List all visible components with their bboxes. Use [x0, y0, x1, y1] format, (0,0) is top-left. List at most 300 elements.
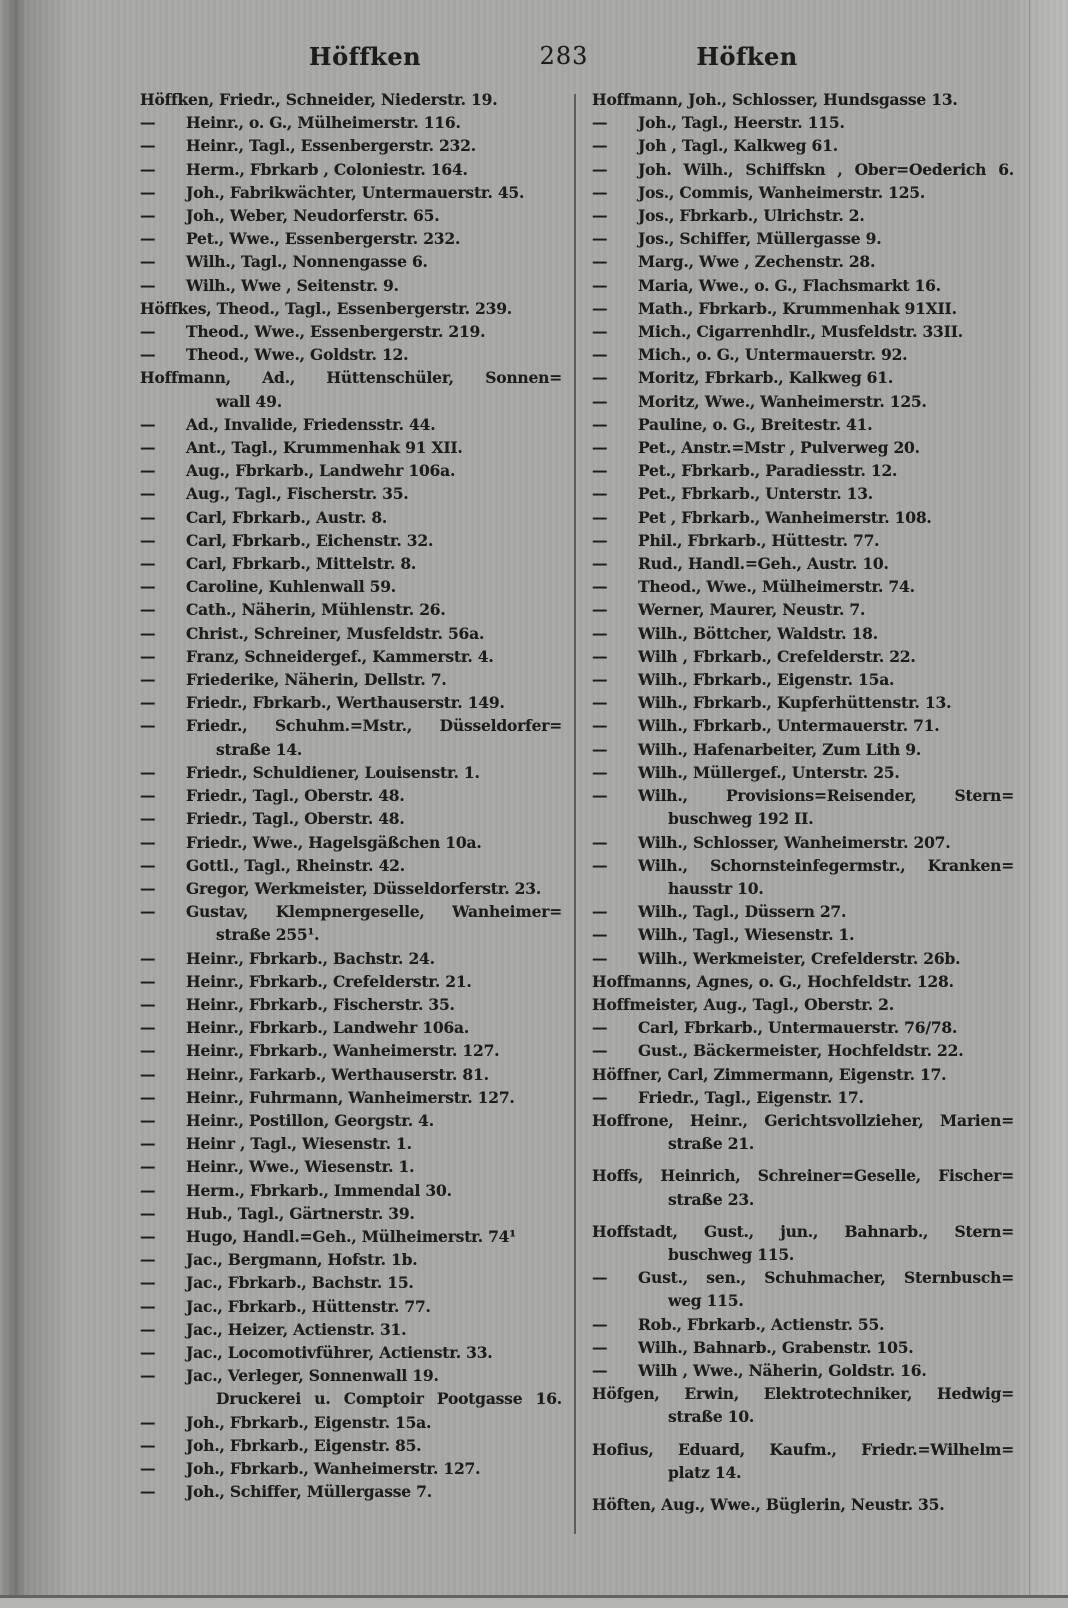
entry-text: Ad., Invalide, Friedensstr. 44. — [186, 414, 436, 434]
directory-entry-line — [140, 1411, 562, 1434]
directory-entry-line — [140, 877, 562, 900]
entry-text: Ant., Tagl., Krummenhak 91 XII. — [186, 438, 463, 458]
entry-continuation-line — [592, 807, 1014, 830]
entry-text: buschweg 192 II. — [668, 809, 814, 829]
ditto-dash: — — [592, 1314, 608, 1334]
entry-text: Heinr., Farkarb., Werthauserstr. 81. — [186, 1064, 489, 1084]
entry-text: Hub., Tagl., Gärtnerstr. 39. — [186, 1203, 415, 1223]
directory-entry-line — [140, 1179, 562, 1202]
ditto-dash: — — [140, 530, 156, 550]
ditto-dash: — — [140, 159, 156, 179]
entry-text: Höffkes, Theod., Tagl., Essenbergerstr. 239. — [140, 298, 512, 318]
ditto-dash: — — [140, 1412, 156, 1432]
directory-entry-line — [140, 1480, 562, 1503]
entry-text: Höften, Aug., Wwe., Büglerin, Neustr. 35. — [592, 1494, 945, 1514]
ditto-dash: — — [592, 855, 608, 875]
directory-entry-line — [140, 529, 562, 552]
directory-entry-line — [592, 482, 1014, 505]
ditto-dash: — — [140, 554, 156, 574]
entry-text: Heinr., Fbrkarb., Fischerstr. 35. — [186, 994, 455, 1014]
ditto-dash: — — [140, 832, 156, 852]
directory-entry-line — [140, 761, 562, 784]
entry-text: Pet., Fbrkarb., Paradiesstr. 12. — [638, 461, 898, 481]
entry-text: Druckerei u. Comptoir Pootgasse 16. — [216, 1389, 562, 1409]
directory-entry-line — [592, 343, 1014, 366]
entry-continuation-line — [140, 390, 562, 413]
ditto-dash: — — [140, 414, 156, 434]
directory-entry-line — [140, 1364, 562, 1387]
entry-text: Friedr., Fbrkarb., Werthauserstr. 149. — [186, 693, 505, 713]
directory-entry-line — [592, 1336, 1014, 1359]
ditto-dash: — — [140, 762, 156, 782]
ditto-dash: — — [140, 1110, 156, 1130]
directory-entry-line — [592, 1220, 1014, 1243]
directory-entry-line — [140, 598, 562, 621]
ditto-dash: — — [592, 391, 608, 411]
ditto-dash: — — [140, 693, 156, 713]
entry-text: Wilh , Wwe., Näherin, Goldstr. 16. — [638, 1360, 927, 1380]
directory-entry-line — [592, 854, 1014, 877]
directory-entry-line — [140, 459, 562, 482]
directory-entry-line — [140, 831, 562, 854]
entry-text: Pet , Fbrkarb., Wanheimerstr. 108. — [638, 507, 932, 527]
ditto-dash: — — [592, 786, 608, 806]
directory-entry-line — [592, 900, 1014, 923]
entry-continuation-line — [592, 1188, 1014, 1211]
entry-text: Pet., Anstr.=Mstr , Pulverweg 20. — [638, 438, 920, 458]
entry-text: Wilh., Bahnarb., Grabenstr. 105. — [638, 1337, 914, 1357]
directory-entry-line — [140, 1318, 562, 1341]
entry-continuation-line — [592, 877, 1014, 900]
directory-entry-line — [140, 575, 562, 598]
ditto-dash: — — [140, 786, 156, 806]
ditto-dash: — — [140, 994, 156, 1014]
directory-entry-line — [140, 274, 562, 297]
page-number: 283 — [539, 42, 589, 70]
entry-text: Aug., Fbrkarb., Landwehr 106a. — [186, 461, 456, 481]
directory-entry-line — [140, 622, 562, 645]
ditto-dash: — — [592, 693, 608, 713]
directory-entry-line — [592, 227, 1014, 250]
entry-text: Phil., Fbrkarb., Hüttestr. 77. — [638, 530, 880, 550]
running-header-left: Höffken — [308, 42, 422, 71]
page-edge-line — [1029, 0, 1030, 1608]
entry-text: Herm., Fbrkarb., Immendal 30. — [186, 1180, 452, 1200]
column-divider — [574, 94, 576, 1534]
ditto-dash: — — [592, 507, 608, 527]
directory-entry-line — [592, 529, 1014, 552]
entry-text: Wilh., Wwe , Seitenstr. 9. — [186, 275, 399, 295]
directory-entry-line — [592, 993, 1014, 1016]
directory-entry-line — [592, 923, 1014, 946]
directory-entry-line — [140, 807, 562, 830]
entry-text: Gustav, Klempnergeselle, Wanheimer= — [186, 902, 562, 922]
entry-text: Friedr., Tagl., Oberstr. 48. — [186, 786, 405, 806]
entry-text: Theod., Wwe., Mülheimerstr. 74. — [638, 577, 915, 597]
ditto-dash: — — [140, 623, 156, 643]
directory-entry-line — [592, 506, 1014, 529]
entry-text: straße 23. — [668, 1189, 755, 1209]
page-bottom-margin — [0, 1598, 1068, 1608]
entry-text: Wilh., Tagl., Nonnengasse 6. — [186, 252, 428, 272]
ditto-dash: — — [592, 368, 608, 388]
directory-entry-line — [592, 1266, 1014, 1289]
entry-text: Wilh., Provisions=Reisender, Stern= — [638, 786, 1014, 806]
entry-text: Wilh., Müllergef., Unterstr. 25. — [638, 762, 900, 782]
entry-text: Carl, Fbrkarb., Untermauerstr. 76/78. — [638, 1018, 958, 1038]
entry-text: Hugo, Handl.=Geh., Mülheimerstr. 74¹ — [186, 1226, 516, 1246]
entry-text: Hoffstadt, Gust., jun., Bahnarb., Stern= — [592, 1221, 1014, 1241]
entry-text: Jac., Bergmann, Hofstr. 1b. — [186, 1250, 418, 1270]
directory-entry-line — [140, 320, 562, 343]
directory-entry-line — [140, 1271, 562, 1294]
ditto-dash: — — [592, 438, 608, 458]
ditto-dash: — — [140, 1273, 156, 1293]
ditto-dash: — — [140, 1458, 156, 1478]
directory-entry-line — [592, 436, 1014, 459]
ditto-dash: — — [592, 322, 608, 342]
entry-text: Gust., Bäckermeister, Hochfeldstr. 22. — [638, 1041, 964, 1061]
ditto-dash: — — [140, 484, 156, 504]
directory-entry-line — [140, 250, 562, 273]
entry-text: Joh., Fbrkarb., Eigenstr. 15a. — [186, 1412, 432, 1432]
entry-text: Cath., Näherin, Mühlenstr. 26. — [186, 600, 446, 620]
ditto-dash: — — [140, 600, 156, 620]
directory-entry-line — [592, 181, 1014, 204]
ditto-dash: — — [592, 716, 608, 736]
ditto-dash: — — [140, 1064, 156, 1084]
directory-entry-line — [592, 691, 1014, 714]
directory-entry-line — [140, 343, 562, 366]
directory-entry-line — [140, 506, 562, 529]
ditto-dash: — — [140, 809, 156, 829]
entry-text: Höffner, Carl, Zimmermann, Eigenstr. 17. — [592, 1064, 947, 1084]
entry-text: Rob., Fbrkarb., Actienstr. 55. — [638, 1314, 885, 1334]
entry-text: Heinr., Fbrkarb., Wanheimerstr. 127. — [186, 1041, 500, 1061]
directory-entry-line — [140, 1016, 562, 1039]
directory-entry-line — [140, 784, 562, 807]
entry-text: Mich., Cigarrenhdlr., Musfeldstr. 33II. — [638, 322, 963, 342]
ditto-dash: — — [140, 1366, 156, 1386]
ditto-dash: — — [140, 461, 156, 481]
directory-entry-line — [140, 1039, 562, 1062]
entry-text: Heinr., Postillon, Georgstr. 4. — [186, 1110, 434, 1130]
ditto-dash: — — [140, 1250, 156, 1270]
directory-entry-line — [592, 1086, 1014, 1109]
directory-entry-line — [140, 297, 562, 320]
entry-text: Pauline, o. G., Breitestr. 41. — [638, 414, 873, 434]
ditto-dash: — — [592, 182, 608, 202]
entry-text: straße 255¹. — [216, 925, 320, 945]
ditto-dash: — — [592, 252, 608, 272]
directory-entry-line — [592, 761, 1014, 784]
ditto-dash: — — [592, 461, 608, 481]
entry-text: Hofius, Eduard, Kaufm., Friedr.=Wilhelm= — [592, 1439, 1014, 1459]
directory-entry-line — [140, 158, 562, 181]
entry-text: Hoffmann, Joh., Schlosser, Hundsgasse 13. — [592, 90, 958, 109]
directory-entry-line — [592, 297, 1014, 320]
entry-text: Friedr., Tagl., Eigenstr. 17. — [638, 1087, 864, 1107]
entry-text: hausstr 10. — [668, 878, 764, 898]
entry-text: Jac., Heizer, Actienstr. 31. — [186, 1319, 407, 1339]
directory-entry-line — [592, 204, 1014, 227]
entry-text: weg 115. — [668, 1291, 744, 1311]
directory-entry-line — [140, 552, 562, 575]
entry-text: Wilh., Schornsteinfegermstr., Kranken= — [638, 855, 1014, 875]
directory-entry-line — [140, 1202, 562, 1225]
ditto-dash: — — [592, 554, 608, 574]
entry-text: Heinr., Fbrkarb., Bachstr. 24. — [186, 948, 435, 968]
ditto-dash: — — [140, 1319, 156, 1339]
ditto-dash: — — [140, 1482, 156, 1502]
entry-text: platz 14. — [668, 1462, 742, 1482]
entry-text: Friederike, Näherin, Dellstr. 7. — [186, 670, 447, 690]
ditto-dash: — — [140, 646, 156, 666]
directory-entry-line — [140, 1155, 562, 1178]
ditto-dash: — — [140, 1435, 156, 1455]
directory-entry-line — [140, 970, 562, 993]
entry-text: Theod., Wwe., Essenbergerstr. 219. — [186, 322, 486, 342]
directory-entry-line — [140, 436, 562, 459]
entry-text: Wilh., Fbrkarb., Eigenstr. 15a. — [638, 670, 895, 690]
directory-entry-line — [592, 1493, 1014, 1516]
directory-entry-line — [592, 1039, 1014, 1062]
ditto-dash: — — [140, 113, 156, 133]
entry-text: Carl, Fbrkarb., Eichenstr. 32. — [186, 530, 434, 550]
directory-entry-line — [140, 668, 562, 691]
entry-text: Heinr., o. G., Mülheimerstr. 116. — [186, 113, 461, 133]
ditto-dash: — — [140, 948, 156, 968]
entry-text: Aug., Tagl., Fischerstr. 35. — [186, 484, 409, 504]
directory-entry-line — [592, 366, 1014, 389]
directory-entry-line — [140, 1434, 562, 1457]
ditto-dash: — — [592, 113, 608, 133]
entry-text: Franz, Schneidergef., Kammerstr. 4. — [186, 646, 494, 666]
entry-text: Heinr , Tagl., Wiesenstr. 1. — [186, 1134, 412, 1154]
directory-entry-line — [592, 134, 1014, 157]
directory-entry-line — [140, 645, 562, 668]
ditto-dash: — — [592, 925, 608, 945]
entry-text: Wilh., Böttcher, Waldstr. 18. — [638, 623, 878, 643]
directory-entry-line — [140, 900, 562, 923]
ditto-dash: — — [592, 762, 608, 782]
entry-text: Theod., Wwe., Goldstr. 12. — [186, 345, 409, 365]
entry-text: Jac., Locomotivführer, Actienstr. 33. — [186, 1342, 493, 1362]
entry-text: straße 10. — [668, 1407, 755, 1427]
ditto-dash: — — [140, 206, 156, 226]
entry-text: Math., Fbrkarb., Krummenhak 91XII. — [638, 298, 957, 318]
entry-text: Höffken, Friedr., Schneider, Niederstr. 19. — [140, 90, 498, 109]
entry-text: Wilh., Fbrkarb., Untermauerstr. 71. — [638, 716, 940, 736]
directory-entry-line — [140, 714, 562, 737]
ditto-dash: — — [592, 832, 608, 852]
directory-entry-line — [592, 1382, 1014, 1405]
ditto-dash: — — [140, 438, 156, 458]
ditto-dash: — — [592, 1018, 608, 1038]
entry-text: Gottl., Tagl., Rheinstr. 42. — [186, 855, 405, 875]
entry-text: straße 21. — [668, 1134, 755, 1154]
directory-entry-line — [140, 1086, 562, 1109]
entry-text: Herm., Fbrkarb , Coloniestr. 164. — [186, 159, 468, 179]
entry-text: Jos., Commis, Wanheimerstr. 125. — [638, 182, 926, 202]
ditto-dash: — — [140, 716, 156, 736]
entry-text: Hoffmann, Ad., Hüttenschüler, Sonnen= — [140, 368, 562, 388]
ditto-dash: — — [140, 1157, 156, 1177]
entry-text: Caroline, Kuhlenwall 59. — [186, 577, 396, 597]
ditto-dash: — — [592, 530, 608, 550]
entry-text: Christ., Schreiner, Musfeldstr. 56a. — [186, 623, 485, 643]
entry-text: Moritz, Fbrkarb., Kalkweg 61. — [638, 368, 894, 388]
ditto-dash: — — [592, 1337, 608, 1357]
ditto-dash: — — [140, 1226, 156, 1246]
directory-entry-line — [140, 1132, 562, 1155]
entry-text: Werner, Maurer, Neustr. 7. — [638, 600, 866, 620]
entry-text: Joh., Weber, Neudorferstr. 65. — [186, 206, 440, 226]
entry-text: Friedr., Wwe., Hagelsgäßchen 10a. — [186, 832, 482, 852]
entry-text: Friedr., Tagl., Oberstr. 48. — [186, 809, 405, 829]
directory-entry-line — [140, 1109, 562, 1132]
directory-entry-line — [592, 598, 1014, 621]
entry-text: buschweg 115. — [668, 1244, 795, 1264]
ditto-dash: — — [592, 623, 608, 643]
entry-continuation-line — [140, 1387, 562, 1410]
directory-entry-line — [140, 134, 562, 157]
running-header-right: Höfken — [696, 42, 798, 71]
entry-text: Joh., Fbrkarb., Eigenstr. 85. — [186, 1435, 422, 1455]
entry-text: Wilh., Schlosser, Wanheimerstr. 207. — [638, 832, 951, 852]
ditto-dash: — — [140, 275, 156, 295]
ditto-dash: — — [592, 646, 608, 666]
ditto-dash: — — [140, 507, 156, 527]
entry-text: Joh. Wilh., Schiffskn , Ober=Oederich 6. — [638, 159, 1014, 179]
entry-continuation-line — [592, 1243, 1014, 1266]
ditto-dash: — — [592, 1268, 608, 1288]
entry-text: Heinr., Wwe., Wiesenstr. 1. — [186, 1157, 415, 1177]
directory-entry-line — [592, 970, 1014, 993]
ditto-dash: — — [140, 577, 156, 597]
directory-entry-line — [140, 947, 562, 970]
directory-entry-line — [592, 1359, 1014, 1382]
directory-entry-line — [140, 413, 562, 436]
ditto-dash: — — [140, 1342, 156, 1362]
ditto-dash: — — [592, 229, 608, 249]
ditto-dash: — — [592, 902, 608, 922]
directory-entry-line — [592, 459, 1014, 482]
directory-entry-line — [592, 413, 1014, 436]
directory-entry-line — [592, 250, 1014, 273]
directory-entry-line — [140, 181, 562, 204]
ditto-dash: — — [140, 670, 156, 690]
entry-continuation-line — [592, 1461, 1014, 1484]
directory-entry-line — [140, 854, 562, 877]
directory-entry-line — [592, 320, 1014, 343]
ditto-dash: — — [592, 577, 608, 597]
directory-entry-line — [592, 88, 1014, 111]
ditto-dash: — — [140, 1041, 156, 1061]
entry-text: Joh., Fbrkarb., Wanheimerstr. 127. — [186, 1458, 481, 1478]
ditto-dash: — — [592, 739, 608, 759]
directory-entry-line — [592, 274, 1014, 297]
directory-entry-line — [592, 714, 1014, 737]
entry-text: Gust., sen., Schuhmacher, Sternbusch= — [638, 1268, 1014, 1288]
directory-column-left — [140, 88, 562, 1503]
entry-text: Heinr., Tagl., Essenbergerstr. 232. — [186, 136, 476, 156]
entry-text: Maria, Wwe., o. G., Flachsmarkt 16. — [638, 275, 941, 295]
directory-entry-line — [140, 993, 562, 1016]
entry-text: straße 14. — [216, 739, 303, 759]
directory-entry-line — [140, 88, 562, 111]
ditto-dash: — — [140, 855, 156, 875]
directory-entry-line — [140, 227, 562, 250]
ditto-dash: — — [592, 298, 608, 318]
ditto-dash: — — [140, 878, 156, 898]
directory-entry-line — [592, 1438, 1014, 1461]
directory-entry-line — [140, 366, 562, 389]
ditto-dash: — — [592, 1041, 608, 1061]
entry-text: Höfgen, Erwin, Elektrotechniker, Hedwig= — [592, 1384, 1014, 1404]
entry-text: Wilh., Fbrkarb., Kupferhüttenstr. 13. — [638, 693, 952, 713]
ditto-dash: — — [592, 206, 608, 226]
directory-entry-line — [592, 158, 1014, 181]
entry-text: Wilh., Tagl., Düssern 27. — [638, 902, 847, 922]
directory-entry-line — [140, 691, 562, 714]
directory-entry-line — [140, 482, 562, 505]
directory-entry-line — [592, 1164, 1014, 1187]
entry-text: Carl, Fbrkarb., Mittelstr. 8. — [186, 554, 417, 574]
entry-continuation-line — [592, 1132, 1014, 1155]
entry-text: Joh., Schiffer, Müllergasse 7. — [186, 1482, 432, 1502]
entry-text: Gregor, Werkmeister, Düsseldorferstr. 23. — [186, 878, 542, 898]
directory-entry-line — [592, 784, 1014, 807]
directory-entry-line — [140, 1457, 562, 1480]
ditto-dash: — — [592, 414, 608, 434]
ditto-dash: — — [140, 1134, 156, 1154]
entry-text: Heinr., Fuhrmann, Wanheimerstr. 127. — [186, 1087, 515, 1107]
ditto-dash: — — [592, 159, 608, 179]
directory-entry-line — [140, 1225, 562, 1248]
entry-text: Hoffs, Heinrich, Schreiner=Geselle, Fischer= — [592, 1166, 1014, 1186]
entry-text: Friedr., Schuhm.=Mstr., Düsseldorfer= — [186, 716, 562, 736]
ditto-dash: — — [592, 136, 608, 156]
entry-text: Jac., Verleger, Sonnenwall 19. — [186, 1366, 439, 1386]
ditto-dash: — — [140, 1180, 156, 1200]
ditto-dash: — — [592, 345, 608, 365]
ditto-dash: — — [592, 600, 608, 620]
ditto-dash: — — [140, 252, 156, 272]
ditto-dash: — — [592, 670, 608, 690]
entry-continuation-line — [592, 1289, 1014, 1312]
entry-text: Heinr., Fbrkarb., Crefelderstr. 21. — [186, 971, 472, 991]
ditto-dash: — — [140, 902, 156, 922]
entry-text: Wilh., Werkmeister, Crefelderstr. 26b. — [638, 948, 961, 968]
directory-entry-line — [592, 111, 1014, 134]
ditto-dash: — — [140, 1296, 156, 1316]
entry-text: Wilh., Hafenarbeiter, Zum Lith 9. — [638, 739, 922, 759]
entry-continuation-line — [140, 923, 562, 946]
entry-continuation-line — [140, 738, 562, 761]
ditto-dash: — — [140, 345, 156, 365]
directory-entry-line — [592, 668, 1014, 691]
entry-text: Mich., o. G., Untermauerstr. 92. — [638, 345, 908, 365]
entry-text: Wilh , Fbrkarb., Crefelderstr. 22. — [638, 646, 916, 666]
ditto-dash: — — [592, 1360, 608, 1380]
entry-text: Hoffmanns, Agnes, o. G., Hochfeldstr. 128. — [592, 971, 954, 991]
directory-entry-line — [592, 1016, 1014, 1039]
ditto-dash: — — [140, 971, 156, 991]
ditto-dash: — — [592, 1087, 608, 1107]
directory-entry-line — [140, 1248, 562, 1271]
entry-continuation-line — [592, 1405, 1014, 1428]
